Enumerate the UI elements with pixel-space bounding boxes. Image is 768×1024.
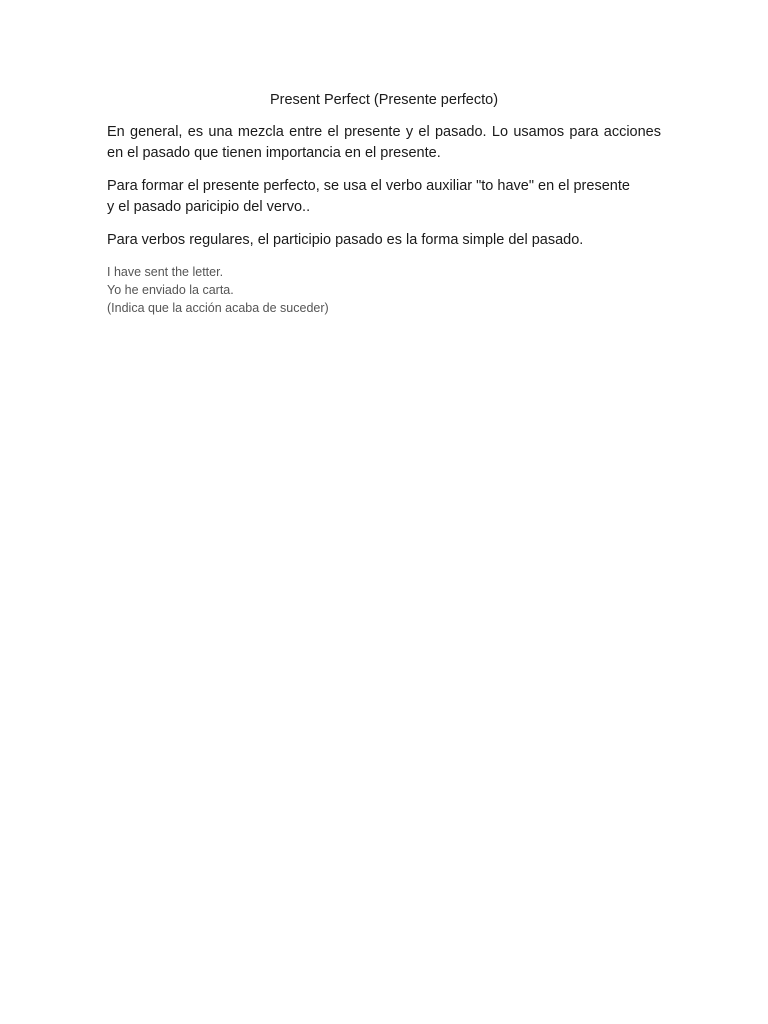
example-block (107, 263, 661, 317)
document-title: Present Perfect (Presente perfecto) (269, 92, 499, 108)
example-spanish: Yo he enviado la carta. (107, 283, 234, 297)
paragraph-formation-line-2: y el pasado paricipio del vervo.. (107, 199, 311, 215)
paragraph-formation (107, 176, 661, 218)
paragraph-regular-verbs: Para verbos regulares, el participio pasado es la forma simple del pasado. (107, 232, 584, 248)
paragraph-definition: En general, es una mezcla entre el presente y el pasado. Lo usamos para acciones en el pasado que tienen importancia en el presente. (107, 124, 661, 161)
paragraph-formation-line-1: Para formar el presente perfecto, se usa el verbo auxiliar "to have" en el presente (107, 178, 630, 194)
document-page (107, 90, 661, 317)
example-english: I have sent the letter. (107, 265, 224, 279)
example-note: (Indica que la acción acaba de suceder) (107, 301, 329, 315)
